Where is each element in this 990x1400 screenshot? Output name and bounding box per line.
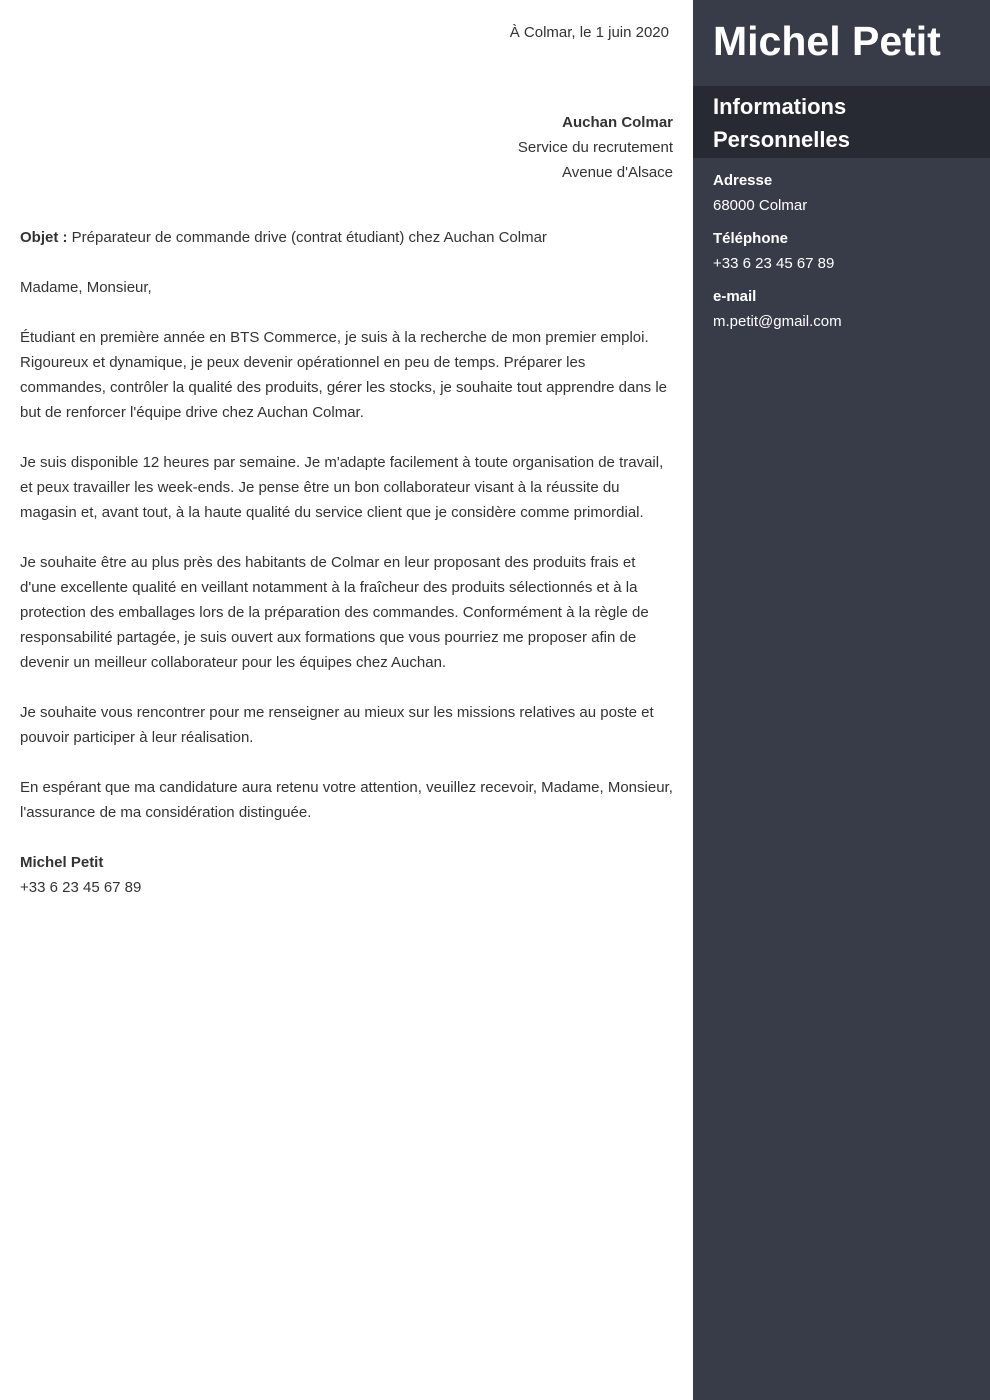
section-title: Informations Personnelles [693, 86, 990, 158]
sidebar [693, 0, 990, 1400]
paragraph-3: Je souhaite être au plus près des habitants de Colmar en leur proposant des produits frais et d'une excellente qualité en veillant notamment à la fraîcheur des produits sélectionnés et à la protection des emballages lors de la préparation des commandes. Conformément à la règle de responsabilité partagée, je suis ouvert aux formations que vous pourriez me proposer afin de devenir un meilleur collaborateur pour les équipes chez Auchan. [20, 554, 649, 671]
paragraph-1: Étudiant en première année en BTS Commerce, je suis à la recherche de mon premier emploi. Rigoureux et dynamique, je peux devenir opérationnel en peu de temps. Préparer les commandes, contrôler la qualité des produits, gérer les stocks, je souhaite tout apprendre dans le but de renforcer l'équipe drive chez Auchan Colmar. [20, 329, 668, 421]
recipient-name: Auchan Colmar [562, 114, 673, 131]
paragraph-2: Je suis disponible 12 heures par semaine. Je m'adapte facilement à toute organisation de travail, et peux travailler les week-ends. Je pense être un bon collaborateur visant à la réussite du magasin et, avant tout, à la haute qualité du service client que je considère comme primordial. [20, 454, 664, 521]
sidebar-name: Michel Petit [713, 18, 941, 64]
salutation: Madame, Monsieur, [20, 279, 152, 296]
letter-content [20, 225, 673, 900]
letter-date: À Colmar, le 1 juin 2020 [509, 24, 669, 41]
email-value: m.petit@gmail.com [713, 313, 842, 330]
subject-line [20, 225, 673, 250]
recipient-street: Avenue d'Alsace [562, 164, 673, 181]
signature-phone: +33 6 23 45 67 89 [20, 879, 142, 896]
phone-label: Téléphone [713, 230, 789, 247]
address-value: 68000 Colmar [713, 197, 808, 214]
signature-block [20, 850, 673, 900]
phone-value: +33 6 23 45 67 89 [713, 255, 835, 272]
recipient-block [518, 110, 673, 185]
address-label: Adresse [713, 172, 773, 189]
subject-text: Préparateur de commande drive (contrat étudiant) chez Auchan Colmar [67, 229, 547, 246]
personal-info [693, 158, 990, 334]
paragraph-5: En espérant que ma candidature aura retenu votre attention, veuillez recevoir, Madame, Monsieur, l'assurance de ma considération distinguée. [20, 779, 673, 821]
subject-label: Objet : [20, 229, 68, 246]
signature-name: Michel Petit [20, 854, 104, 871]
recipient-department: Service du recrutement [517, 139, 673, 156]
email-label: e-mail [713, 288, 757, 305]
paragraph-4: Je souhaite vous rencontrer pour me renseigner au mieux sur les missions relatives au poste et pouvoir participer à leur réalisation. [20, 704, 654, 746]
